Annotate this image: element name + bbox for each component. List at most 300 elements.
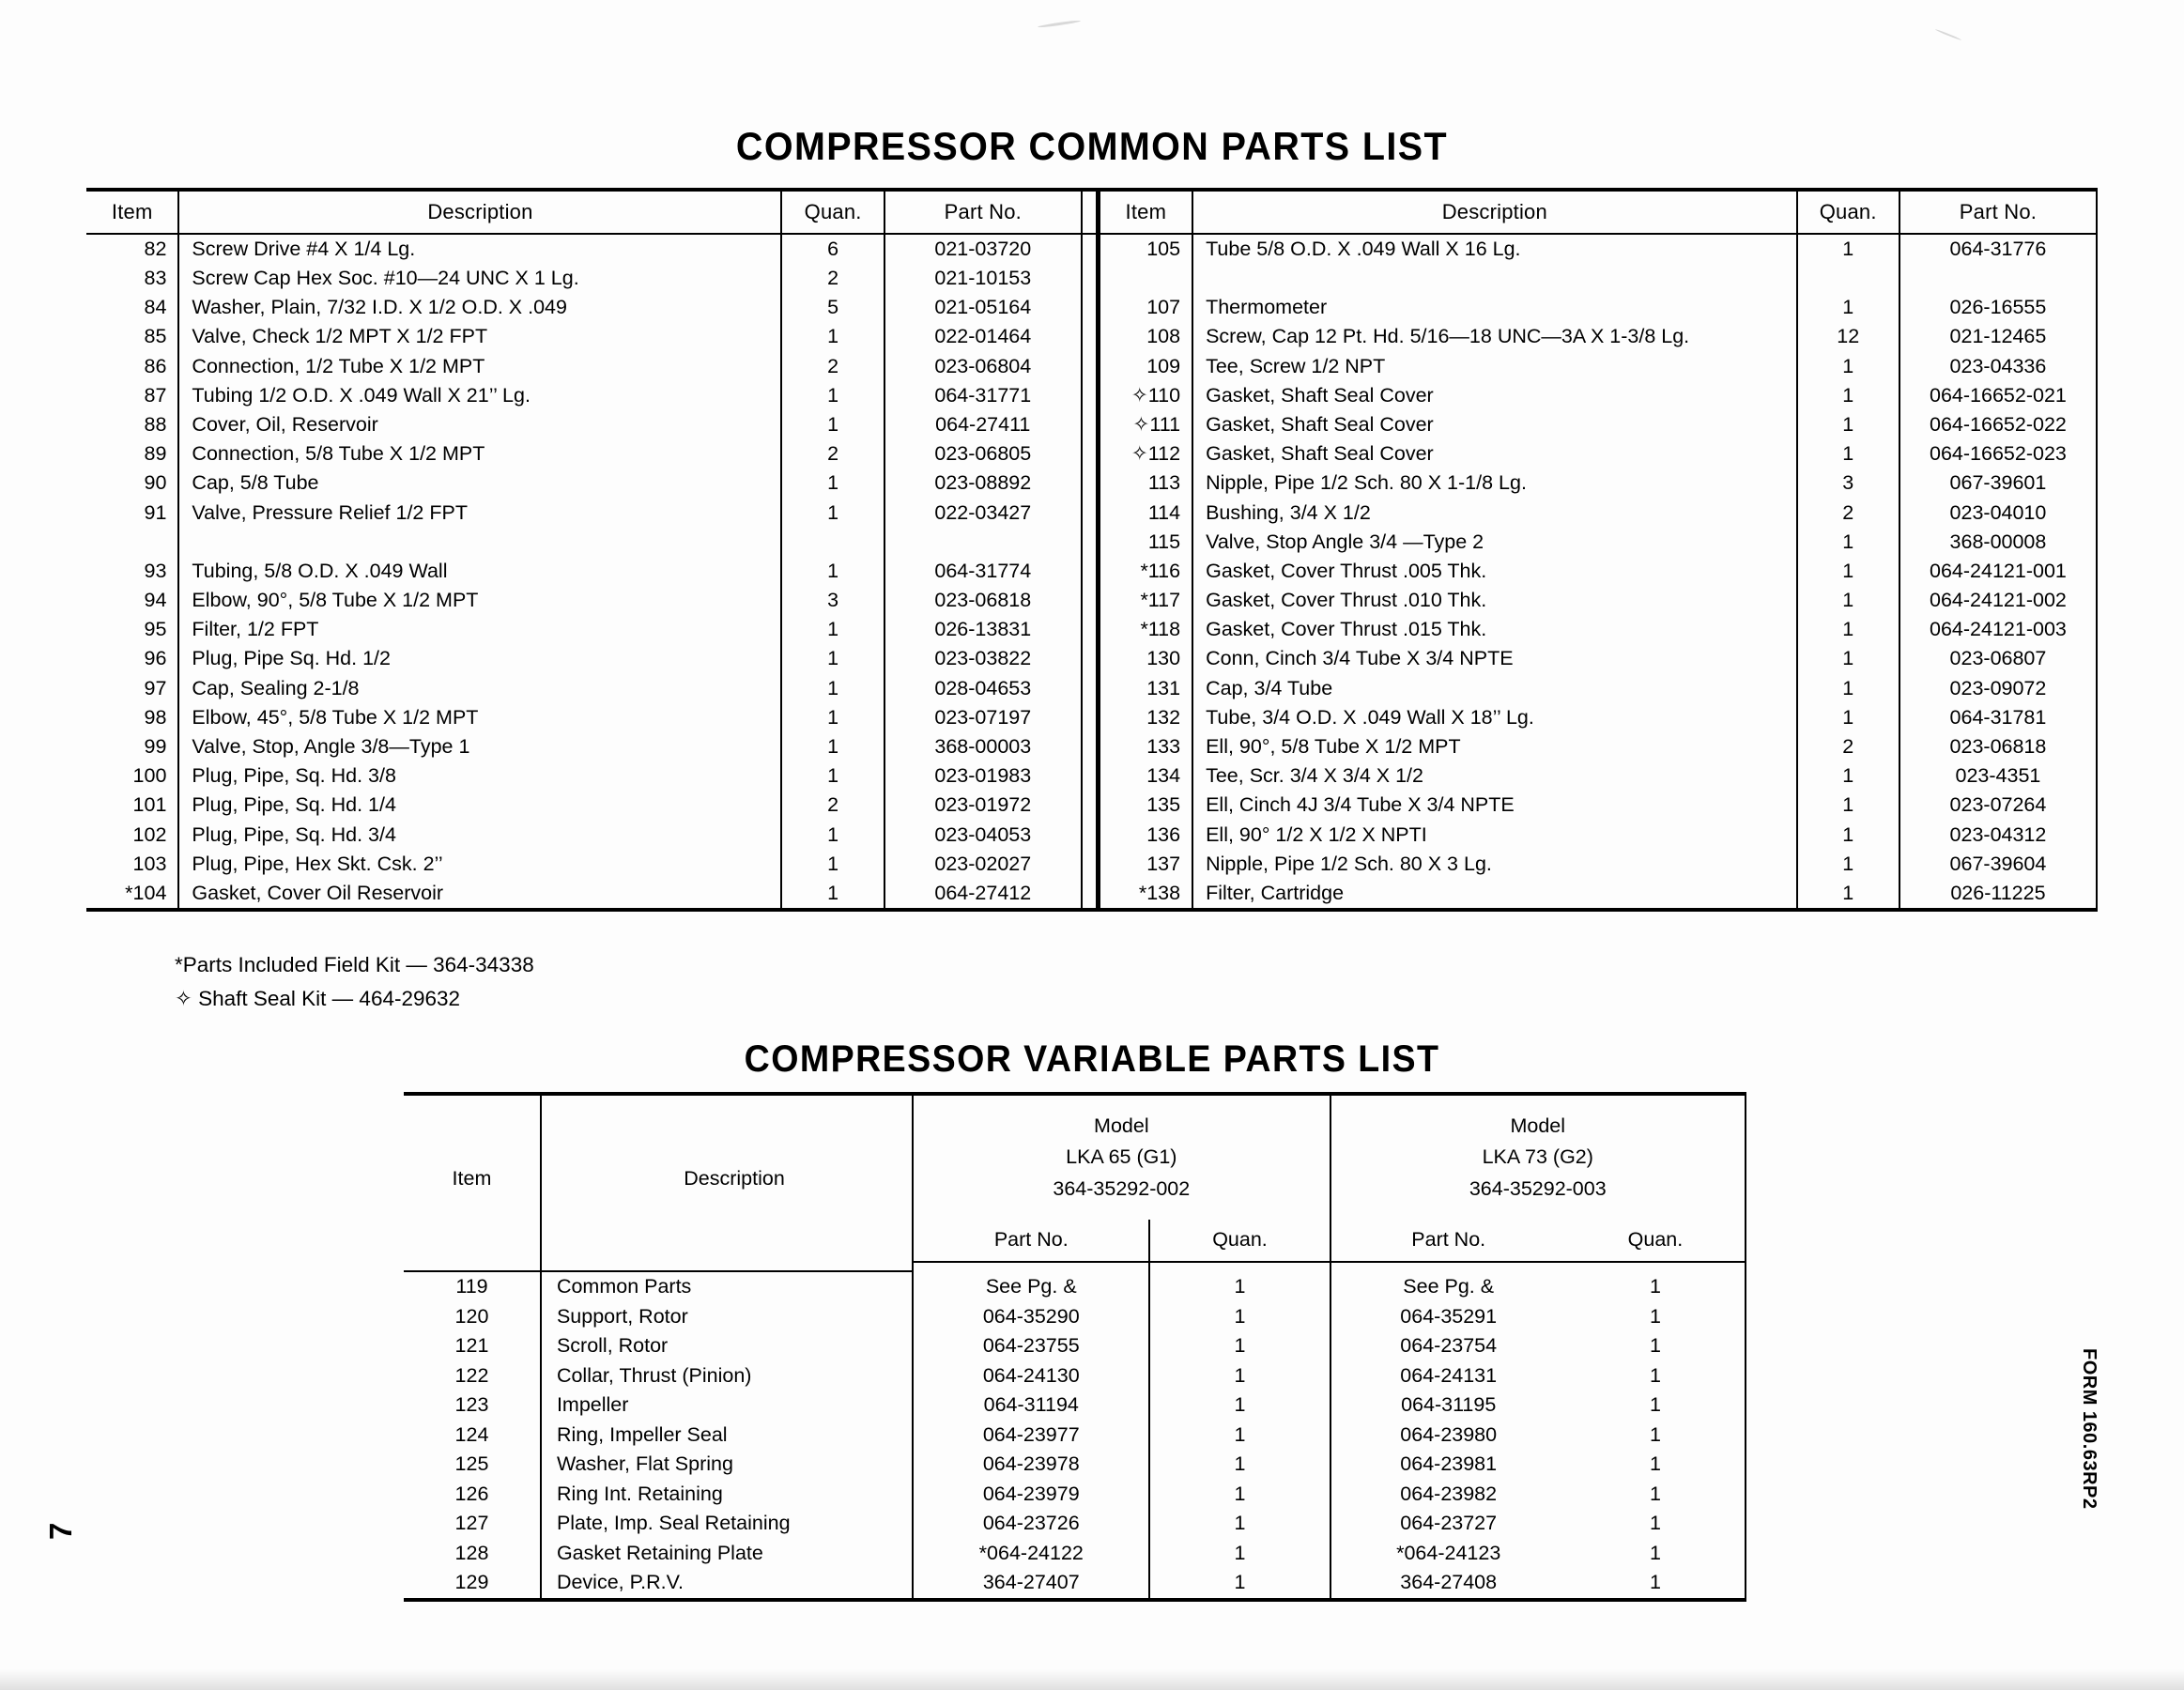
cell-quantity: 2 (781, 439, 884, 469)
table-row (404, 1271, 1746, 1302)
cell-item (1098, 264, 1192, 293)
cell-quantity (1797, 264, 1899, 293)
cell-quantity: 1 (1797, 821, 1899, 850)
cell-description: Gasket, Shaft Seal Cover (1192, 439, 1796, 469)
column-gap (1082, 557, 1098, 586)
cell-quantity: 3 (781, 586, 884, 615)
cell-item: 109 (1098, 352, 1192, 381)
cell-g2-part-number: 364-27408 (1330, 1568, 1566, 1600)
column-gap (1082, 850, 1098, 879)
cell-quantity: 2 (781, 352, 884, 381)
cell-g1-quantity: 1 (1149, 1361, 1330, 1391)
cell-part-number (884, 528, 1082, 557)
model-g2-header (1330, 1094, 1746, 1220)
cell-description: Cap, 5/8 Tube (178, 469, 781, 499)
compressor-common-parts-table (86, 188, 2098, 912)
table-row (86, 732, 2097, 761)
column-gap (1082, 264, 1098, 293)
cell-item: 132 (1098, 703, 1192, 732)
cell-quantity: 1 (781, 323, 884, 352)
cell-part-number: 064-16652-022 (1899, 410, 2097, 439)
cell-item: 87 (144, 383, 167, 407)
column-gap (1082, 410, 1098, 439)
cell-g1-quantity: 1 (1149, 1480, 1330, 1510)
model-label: Model (1510, 1114, 1566, 1138)
cell-item: *118 (1098, 615, 1192, 644)
model-g2-name: LKA 73 (G2) (1482, 1145, 1593, 1169)
cell-part-number: 368-00008 (1899, 528, 2097, 557)
cell-quantity: 1 (1797, 615, 1899, 644)
cell-quantity: 1 (1797, 410, 1899, 439)
variable-table-header-rule (404, 1262, 1746, 1271)
cell-item: *104 (86, 879, 178, 910)
cell-item: 136 (1098, 821, 1192, 850)
scan-artifact-top-right (1935, 28, 1962, 40)
cell-description: Plug, Pipe, Sq. Hd. 3/4 (178, 821, 781, 850)
cell-description: Ell, 90°, 5/8 Tube X 1/2 MPT (1192, 732, 1796, 761)
cell-part-number: 028-04653 (884, 674, 1082, 703)
table-row (404, 1390, 1746, 1421)
header-description-right: Description (1192, 190, 1796, 234)
cell-part-number: 022-01464 (884, 323, 1082, 352)
rule-g2-quan (1566, 1262, 1746, 1271)
cell-quantity: 2 (1797, 732, 1899, 761)
rule-item (404, 1262, 541, 1271)
cell-description (1192, 264, 1796, 293)
column-gap (1082, 674, 1098, 703)
cell-item: 108 (1098, 323, 1192, 352)
cell-description: Gasket, Cover Oil Reservoir (178, 879, 781, 910)
cell-quantity: 1 (1797, 879, 1899, 910)
column-gap (1082, 528, 1098, 557)
cell-quantity: 1 (781, 703, 884, 732)
cell-item: 101 (132, 793, 167, 817)
table-row (404, 1450, 1746, 1480)
cell-g1-quantity: 1 (1149, 1331, 1330, 1361)
cell-item: 89 (144, 442, 167, 466)
cell-item: 93 (144, 559, 167, 582)
cell-g1-quantity: 1 (1149, 1421, 1330, 1451)
table-row (86, 264, 2097, 293)
cell-description: Ell, 90° 1/2 X 1/2 X NPTI (1192, 821, 1796, 850)
cell-item: ✧110 (1098, 381, 1192, 410)
column-gap (1082, 645, 1098, 674)
cell-part-number: 064-31781 (1899, 703, 2097, 732)
table-row (404, 1480, 1746, 1510)
cell-description: Screw, Cap 12 Pt. Hd. 5/16—18 UNC—3A X 1-3/8 Lg. (1192, 323, 1796, 352)
cell-description: Screw Cap Hex Soc. #10—24 UNC X 1 Lg. (178, 264, 781, 293)
table-row (404, 1539, 1746, 1569)
header-item: Item (404, 1094, 541, 1262)
cell-part-number: 064-31771 (884, 381, 1082, 410)
cell-part-number: 023-07197 (884, 703, 1082, 732)
model-g2-code: 364-35292-003 (1469, 1176, 1607, 1200)
table-row (404, 1568, 1746, 1600)
cell-quantity: 1 (1797, 557, 1899, 586)
cell-description: Connection, 5/8 Tube X 1/2 MPT (178, 439, 781, 469)
cell-item: ✧112 (1098, 439, 1192, 469)
cell-quantity: 1 (1797, 439, 1899, 469)
cell-item: 119 (455, 1275, 488, 1298)
form-code-margin-text: FORM 160.63RP2 (2079, 1348, 2099, 1510)
table-row (86, 615, 2097, 644)
cell-part-number (1899, 264, 2097, 293)
cell-description: Tubing 1/2 O.D. X .049 Wall X 21’’ Lg. (178, 381, 781, 410)
cell-item: 100 (132, 764, 167, 788)
cell-item: 123 (454, 1393, 489, 1416)
cell-quantity: 2 (781, 264, 884, 293)
cell-description: Valve, Stop Angle 3/4 —Type 2 (1192, 528, 1796, 557)
cell-quantity: 1 (1797, 234, 1899, 264)
table-row (86, 410, 2097, 439)
cell-g1-part-number: 064-24130 (913, 1361, 1149, 1391)
cell-g2-quantity: 1 (1566, 1450, 1746, 1480)
table-row (86, 645, 2097, 674)
cell-quantity: 1 (781, 821, 884, 850)
cell-quantity: 1 (781, 469, 884, 499)
footnote-shaft-seal-kit: ✧ Shaft Seal Kit — 464-29632 (175, 987, 461, 1011)
cell-description: Tube 5/8 O.D. X .049 Wall X 16 Lg. (1192, 234, 1796, 264)
cell-g2-quantity: 1 (1566, 1539, 1746, 1569)
column-gap (1082, 499, 1098, 528)
column-gap (1082, 615, 1098, 644)
cell-part-number: 021-10153 (884, 264, 1082, 293)
cell-g2-quantity: 1 (1566, 1302, 1746, 1332)
page-number: 7 (43, 1522, 78, 1540)
cell-g2-part-number: 064-23981 (1330, 1450, 1566, 1480)
cell-quantity: 1 (1797, 293, 1899, 322)
cell-quantity: 1 (781, 410, 884, 439)
cell-g2-part-number: 064-24131 (1330, 1361, 1566, 1391)
scan-artifact-top-center (1038, 20, 1081, 28)
header-g2-partno: Part No. (1330, 1220, 1566, 1262)
cell-item: 137 (1098, 850, 1192, 879)
cell-quantity: 1 (781, 381, 884, 410)
column-gap (1082, 821, 1098, 850)
compressor-variable-parts-table (404, 1092, 1746, 1602)
cell-g1-part-number: *064-24122 (913, 1539, 1149, 1569)
cell-description: Valve, Check 1/2 MPT X 1/2 FPT (178, 323, 781, 352)
cell-g1-quantity: 1 (1149, 1509, 1330, 1539)
column-gap (1082, 732, 1098, 761)
cell-quantity: 6 (781, 234, 884, 264)
column-gap (1082, 791, 1098, 821)
cell-description: Filter, Cartridge (1192, 879, 1796, 910)
table-row (86, 439, 2097, 469)
cell-item: 133 (1098, 732, 1192, 761)
cell-description: Nipple, Pipe 1/2 Sch. 80 X 1-1/8 Lg. (1192, 469, 1796, 499)
cell-quantity: 5 (781, 293, 884, 322)
cell-item (86, 528, 178, 557)
cell-part-number: 064-24121-002 (1899, 586, 2097, 615)
rule-description (541, 1262, 913, 1271)
cell-item: 135 (1098, 791, 1192, 821)
header-g1-partno: Part No. (913, 1220, 1149, 1262)
cell-part-number: 021-03720 (884, 234, 1082, 264)
cell-description: Nipple, Pipe 1/2 Sch. 80 X 3 Lg. (1192, 850, 1796, 879)
cell-item: 126 (454, 1482, 489, 1505)
cell-g2-part-number: *064-24123 (1330, 1539, 1566, 1569)
cell-g2-part-number: 064-23727 (1330, 1509, 1566, 1539)
table-row (86, 323, 2097, 352)
scan-edge-shadow (0, 1669, 2184, 1690)
cell-g2-quantity: 1 (1566, 1568, 1746, 1600)
cell-description: Ell, Cinch 4J 3/4 Tube X 3/4 NPTE (1192, 791, 1796, 821)
cell-g2-quantity: 1 (1566, 1361, 1746, 1391)
cell-item: 95 (144, 618, 167, 641)
header-g1-quan: Quan. (1149, 1220, 1330, 1262)
cell-quantity: 1 (781, 850, 884, 879)
cell-g2-quantity: 1 (1566, 1390, 1746, 1421)
cell-part-number: 064-31774 (884, 557, 1082, 586)
header-partno-left: Part No. (884, 190, 1082, 234)
cell-description: Tee, Screw 1/2 NPT (1192, 352, 1796, 381)
table-row (86, 352, 2097, 381)
column-gap (1082, 469, 1098, 499)
cell-g2-part-number: 064-31195 (1330, 1390, 1566, 1421)
cell-part-number: 023-02027 (884, 850, 1082, 879)
cell-part-number: 023-06807 (1899, 645, 2097, 674)
cell-item: 121 (454, 1334, 489, 1357)
cell-part-number: 023-04053 (884, 821, 1082, 850)
cell-item: 114 (1098, 499, 1192, 528)
cell-description: Impeller (541, 1390, 913, 1421)
cell-description: Connection, 1/2 Tube X 1/2 MPT (178, 352, 781, 381)
header-g2-quan: Quan. (1566, 1220, 1746, 1262)
table-row (86, 879, 2097, 910)
cell-item: ✧111 (1098, 410, 1192, 439)
cell-g2-quantity: 1 (1566, 1271, 1746, 1302)
cell-g1-part-number: 064-31194 (913, 1390, 1149, 1421)
cell-quantity: 12 (1797, 323, 1899, 352)
column-gap (1082, 234, 1098, 264)
table-row (86, 703, 2097, 732)
cell-description: Ring Int. Retaining (541, 1480, 913, 1510)
cell-description: Scroll, Rotor (541, 1331, 913, 1361)
cell-quantity: 1 (1797, 850, 1899, 879)
cell-quantity: 1 (781, 499, 884, 528)
header-quan-left: Quan. (781, 190, 884, 234)
table-row (86, 234, 2097, 264)
model-g1-header (913, 1094, 1330, 1220)
column-gap (1082, 761, 1098, 791)
cell-description: Plate, Imp. Seal Retaining (541, 1509, 913, 1539)
cell-description: Gasket Retaining Plate (541, 1539, 913, 1569)
cell-g1-part-number: 064-35290 (913, 1302, 1149, 1332)
cell-g1-part-number: 064-23755 (913, 1331, 1149, 1361)
cell-g1-part-number: 064-23979 (913, 1480, 1149, 1510)
header-description: Description (541, 1094, 913, 1262)
cell-part-number: 023-4351 (1899, 761, 2097, 791)
cell-description: Valve, Stop, Angle 3/8—Type 1 (178, 732, 781, 761)
cell-description: Gasket, Shaft Seal Cover (1192, 381, 1796, 410)
cell-item: 83 (144, 267, 167, 290)
cell-part-number: 021-12465 (1899, 323, 2097, 352)
cell-part-number: 023-03822 (884, 645, 1082, 674)
variable-parts-list-title: COMPRESSOR VARIABLE PARTS LIST (744, 1038, 1440, 1080)
cell-quantity: 1 (781, 761, 884, 791)
table-row (404, 1509, 1746, 1539)
cell-item: 113 (1098, 469, 1192, 499)
cell-g2-quantity: 1 (1566, 1509, 1746, 1539)
cell-quantity (781, 528, 884, 557)
cell-part-number: 023-01972 (884, 791, 1082, 821)
cell-g2-part-number: 064-35291 (1330, 1302, 1566, 1332)
cell-description: Conn, Cinch 3/4 Tube X 3/4 NPTE (1192, 645, 1796, 674)
cell-part-number: 064-27412 (884, 879, 1082, 910)
cell-quantity: 1 (1797, 674, 1899, 703)
column-gap (1082, 879, 1098, 910)
cell-part-number: 023-06805 (884, 439, 1082, 469)
cell-item: 128 (454, 1541, 489, 1564)
cell-item: 130 (1098, 645, 1192, 674)
cell-part-number: 022-03427 (884, 499, 1082, 528)
column-gap (1082, 293, 1098, 322)
cell-description: Device, P.R.V. (541, 1568, 913, 1600)
rule-g1-quan (1149, 1262, 1330, 1271)
cell-quantity: 1 (781, 615, 884, 644)
cell-item: 98 (144, 705, 167, 729)
cell-item: 127 (454, 1512, 489, 1534)
cell-item: *117 (1098, 586, 1192, 615)
table-row (86, 791, 2097, 821)
cell-description: Thermometer (1192, 293, 1796, 322)
cell-quantity: 1 (1797, 352, 1899, 381)
cell-g1-part-number: 064-23977 (913, 1421, 1149, 1451)
cell-g2-part-number: See Pg. & (1330, 1271, 1566, 1302)
cell-quantity: 1 (1797, 791, 1899, 821)
cell-quantity: 1 (781, 879, 884, 910)
cell-description: Cap, Sealing 2-1/8 (178, 674, 781, 703)
cell-part-number: 023-01983 (884, 761, 1082, 791)
header-quan-right: Quan. (1797, 190, 1899, 234)
cell-item: 103 (132, 852, 167, 875)
table-row (86, 850, 2097, 879)
cell-g1-quantity: 1 (1149, 1390, 1330, 1421)
table-row (86, 499, 2097, 528)
cell-item: 90 (144, 471, 167, 495)
cell-item: 96 (144, 647, 167, 670)
cell-description: Tee, Scr. 3/4 X 3/4 X 1/2 (1192, 761, 1796, 791)
table-row (86, 381, 2097, 410)
table-row (86, 821, 2097, 850)
cell-item: 82 (144, 237, 167, 260)
cell-g2-part-number: 064-23982 (1330, 1480, 1566, 1510)
cell-part-number: 067-39601 (1899, 469, 2097, 499)
cell-part-number: 026-16555 (1899, 293, 2097, 322)
cell-item: 84 (144, 296, 167, 319)
cell-description: Valve, Pressure Relief 1/2 FPT (178, 499, 781, 528)
cell-quantity: 1 (1797, 586, 1899, 615)
cell-description: Tubing, 5/8 O.D. X .049 Wall (178, 557, 781, 586)
cell-quantity: 1 (781, 645, 884, 674)
table-row (86, 674, 2097, 703)
cell-description: Elbow, 90°, 5/8 Tube X 1/2 MPT (178, 586, 781, 615)
header-description-left: Description (178, 190, 781, 234)
table-row (86, 557, 2097, 586)
column-gap (1082, 381, 1098, 410)
cell-description: Tube, 3/4 O.D. X .049 Wall X 18’’ Lg. (1192, 703, 1796, 732)
cell-item: 122 (454, 1363, 489, 1387)
cell-g1-part-number: 064-23726 (913, 1509, 1149, 1539)
cell-quantity: 1 (1797, 528, 1899, 557)
rule-g2-part (1330, 1262, 1566, 1271)
cell-description: Elbow, 45°, 5/8 Tube X 1/2 MPT (178, 703, 781, 732)
cell-part-number: 368-00003 (884, 732, 1082, 761)
header-item-right: Item (1098, 190, 1192, 234)
cell-description: Gasket, Cover Thrust .005 Thk. (1192, 557, 1796, 586)
cell-item: 115 (1098, 528, 1192, 557)
cell-quantity: 1 (1797, 703, 1899, 732)
cell-part-number: 023-08892 (884, 469, 1082, 499)
cell-description: Gasket, Cover Thrust .015 Thk. (1192, 615, 1796, 644)
cell-g1-part-number: 364-27407 (913, 1568, 1149, 1600)
cell-item: 88 (144, 412, 167, 436)
cell-part-number: 064-16652-023 (1899, 439, 2097, 469)
cell-g1-quantity: 1 (1149, 1302, 1330, 1332)
cell-part-number: 023-06818 (1899, 732, 2097, 761)
cell-description: Bushing, 3/4 X 1/2 (1192, 499, 1796, 528)
cell-g1-quantity: 1 (1149, 1539, 1330, 1569)
cell-g1-quantity: 1 (1149, 1450, 1330, 1480)
cell-item: 107 (1098, 293, 1192, 322)
cell-g1-quantity: 1 (1149, 1271, 1330, 1302)
cell-item: 85 (144, 325, 167, 348)
common-table-header-row (86, 190, 2097, 234)
header-partno-right: Part No. (1899, 190, 2097, 234)
cell-description (178, 528, 781, 557)
cell-quantity: 3 (1797, 469, 1899, 499)
cell-description: Common Parts (541, 1271, 913, 1302)
cell-description: Cover, Oil, Reservoir (178, 410, 781, 439)
cell-g1-part-number: See Pg. & (913, 1271, 1149, 1302)
cell-item: *138 (1098, 879, 1192, 910)
rule-g1-part (913, 1262, 1149, 1271)
header-item-left: Item (86, 190, 178, 234)
cell-description: Washer, Plain, 7/32 I.D. X 1/2 O.D. X .049 (178, 293, 781, 322)
cell-part-number: 023-06818 (884, 586, 1082, 615)
common-parts-footnotes (175, 948, 534, 1017)
table-row (86, 469, 2097, 499)
cell-description: Plug, Pipe Sq. Hd. 1/2 (178, 645, 781, 674)
variable-table-model-header-row (404, 1094, 1746, 1220)
cell-item: 120 (454, 1304, 489, 1328)
cell-description: Washer, Flat Spring (541, 1450, 913, 1480)
column-gap (1082, 323, 1098, 352)
column-gap (1082, 586, 1098, 615)
cell-part-number: 023-04010 (1899, 499, 2097, 528)
column-gap (1082, 352, 1098, 381)
cell-item: 94 (144, 589, 167, 612)
cell-g2-quantity: 1 (1566, 1331, 1746, 1361)
table-row (404, 1302, 1746, 1332)
cell-quantity: 1 (1797, 381, 1899, 410)
cell-description: Plug, Pipe, Hex Skt. Csk. 2’’ (178, 850, 781, 879)
cell-description: Collar, Thrust (Pinion) (541, 1361, 913, 1391)
cell-part-number: 067-39604 (1899, 850, 2097, 879)
footnote-field-kit: *Parts Included Field Kit — 364-34338 (175, 953, 534, 976)
common-parts-list-title: COMPRESSOR COMMON PARTS LIST (735, 124, 1449, 168)
column-gap (1082, 703, 1098, 732)
cell-item: 91 (144, 500, 167, 524)
cell-part-number: 021-05164 (884, 293, 1082, 322)
cell-part-number: 026-13831 (884, 615, 1082, 644)
cell-item: 105 (1098, 234, 1192, 264)
table-row (404, 1331, 1746, 1361)
model-g1-code: 364-35292-002 (1053, 1176, 1191, 1200)
cell-quantity: 1 (781, 732, 884, 761)
cell-item: 99 (144, 735, 167, 759)
